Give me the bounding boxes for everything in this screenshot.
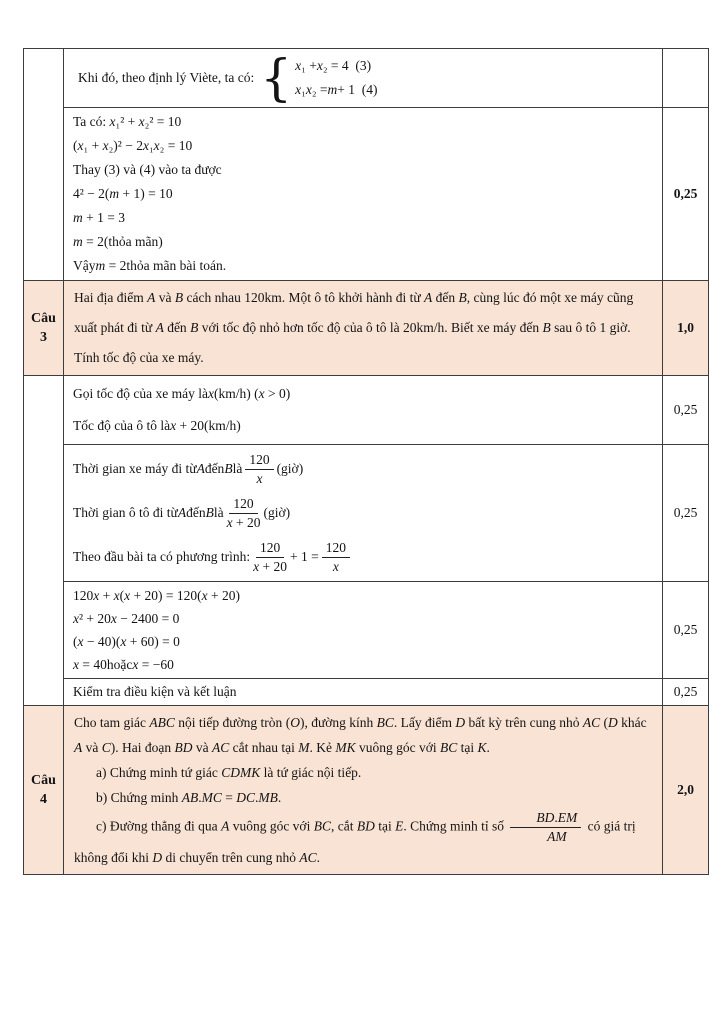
content-line — [73, 254, 656, 278]
text-run: Tốc độ của ô tô là — [73, 418, 171, 433]
text-run: (thỏa mãn) — [103, 234, 163, 249]
content-line — [73, 134, 656, 158]
answer-content-cell — [64, 679, 663, 706]
answer-content-cell — [64, 281, 663, 376]
answer-content-cell — [64, 108, 663, 281]
content-line — [73, 182, 656, 206]
table-row-solve-for-m — [24, 108, 709, 281]
text-run: . Chứng minh tỉ số — [403, 818, 508, 834]
math-expression: BC — [313, 818, 331, 834]
table-row-call-speeds — [24, 376, 709, 445]
math-expression: B — [224, 461, 233, 476]
math-expression: (x > 0) — [254, 386, 291, 401]
content-line — [73, 206, 656, 230]
answer-content-cell — [64, 376, 663, 445]
question-number-line: 3 — [40, 330, 47, 345]
text-run: ( — [600, 715, 609, 730]
text-run: đến — [204, 461, 225, 476]
question-number-line: Câu — [31, 311, 56, 326]
math-expression: m + 1 = 3 — [73, 210, 125, 225]
text-run: . — [486, 740, 490, 755]
text-run: đến — [186, 505, 206, 520]
fraction: $\frac{120}{x}$ — [245, 452, 273, 487]
content-line — [78, 49, 656, 107]
math-expression: A — [74, 740, 83, 755]
score-cell: 1,0 — [663, 281, 709, 376]
math-expression: D — [152, 850, 163, 865]
math-expression: A — [424, 290, 433, 305]
content-line — [73, 681, 656, 703]
math-expression: CDMK — [221, 765, 261, 780]
math-expression: AB.MC = DC.MB — [181, 790, 278, 805]
math-expression: D — [608, 715, 618, 730]
text-run: ). Hai đoạn — [110, 740, 175, 755]
content-line — [74, 810, 656, 870]
text-run: cắt nhau tại — [229, 740, 299, 755]
text-run: Thay (3) và (4) vào ta được — [73, 162, 222, 177]
table-row-cau4-question — [24, 706, 709, 875]
text-run: vuông góc với — [355, 740, 441, 755]
math-expression: B — [458, 290, 467, 305]
text-run: cách nhau 120km. Một ô tô khởi hành đi từ — [183, 290, 425, 305]
brace-glyph: { — [260, 49, 293, 107]
content-lines — [73, 378, 656, 442]
math-expression: AC — [299, 850, 317, 865]
math-expression: x₁² + x₂² = 10 — [109, 114, 182, 129]
text-run: Thời gian xe máy đi từ — [73, 461, 197, 476]
score-cell — [663, 49, 709, 108]
question-number-line: 4 — [40, 792, 47, 807]
system-equation-line: x ₁ x ₂ = m + 1 (4) — [295, 82, 378, 97]
math-expression: 4² − 2(m + 1) = 10 — [73, 186, 173, 201]
text-run: có giá trị không đổi khi — [74, 818, 636, 865]
empty-label-cell — [24, 376, 64, 706]
math-expression: A — [147, 290, 156, 305]
math-expression: BC — [376, 715, 394, 730]
math-expression: E — [395, 818, 404, 834]
fraction: $\frac{120}{x + 20}$ — [226, 495, 261, 530]
math-expression: BD — [356, 818, 375, 834]
text-run: Theo đầu bài ta có phương trình: — [73, 549, 251, 564]
text-run: đến — [432, 290, 459, 305]
score-cell: 0,25 — [663, 582, 709, 679]
text-run: (km/h) — [213, 386, 255, 401]
content-lines — [74, 283, 656, 373]
content-line — [73, 535, 656, 579]
text-run: với tốc độ nhỏ hơn tốc độ của ô tô là 20km/h. Biết xe máy đến — [198, 320, 543, 335]
text-run: vuông góc với — [229, 818, 314, 834]
text-run: . — [316, 850, 320, 865]
text-run: Gọi tốc độ của xe máy là — [73, 386, 208, 401]
question-number-cell — [24, 706, 64, 875]
text-run: , cắt — [330, 818, 357, 834]
text-run: và — [82, 740, 102, 755]
content-lines — [73, 584, 656, 676]
math-expression: AC — [212, 740, 230, 755]
math-expression: ABC — [149, 715, 175, 730]
answer-table — [23, 48, 709, 875]
fraction: $\frac{120}{x + 20}$ — [253, 539, 288, 574]
text-run: là — [232, 461, 243, 476]
score-cell: 0,25 — [663, 376, 709, 445]
equation-system — [260, 49, 378, 107]
table-row-cau3-question — [24, 281, 709, 376]
content-lines — [78, 49, 656, 107]
content-line — [74, 760, 656, 785]
content-line — [73, 410, 656, 442]
table-row-viete-system — [24, 49, 709, 108]
text-run: tại — [374, 818, 396, 834]
content-line — [73, 378, 656, 410]
math-expression: B — [190, 320, 199, 335]
math-expression: A — [177, 505, 187, 520]
answer-content-cell — [64, 582, 663, 679]
text-run: nội tiếp đường tròn — [174, 715, 286, 730]
text-run: thỏa mãn bài toán. — [126, 258, 227, 273]
text-run: Ta có: — [73, 114, 110, 129]
math-expression: BC — [440, 740, 458, 755]
text-run: Kiểm tra điều kiện và kết luận — [73, 684, 237, 699]
math-expression: C — [101, 740, 111, 755]
math-expression: A — [221, 818, 230, 834]
content-line — [73, 110, 656, 134]
math-expression: M — [298, 740, 310, 755]
text-run: , cùng lúc đó một xe máy cũng xuất phát đi từ — [74, 290, 634, 335]
text-run: Vậy — [73, 258, 96, 273]
math-expression: (x − 40)(x + 60) = 0 — [73, 633, 180, 649]
content-line — [74, 283, 656, 373]
math-expression: K — [477, 740, 487, 755]
math-expression: 120x + x(x + 20) = 120(x + 20) — [73, 587, 240, 603]
fraction: $\frac{BD.EM}{AM}$ — [510, 810, 581, 845]
content-line — [73, 230, 656, 254]
question-number-line: Câu — [31, 773, 56, 788]
question-number-cell — [24, 281, 64, 376]
score-cell: 2,0 — [663, 706, 709, 875]
text-run: khác — [617, 715, 647, 730]
text-run: b) Chứng minh — [96, 790, 182, 805]
math-expression: x — [207, 386, 214, 401]
math-expression: B — [174, 290, 184, 305]
text-run: là tứ giác nội tiếp. — [260, 765, 362, 780]
answer-content-cell — [64, 445, 663, 582]
content-line — [74, 785, 656, 810]
text-run: tại — [457, 740, 478, 755]
empty-label-cell — [24, 49, 64, 281]
text-run: và — [192, 740, 212, 755]
table-row-check-conclusion — [24, 679, 709, 706]
answer-content-cell — [64, 706, 663, 875]
text-run: là — [213, 505, 224, 520]
math-expression: MK — [335, 740, 356, 755]
math-expression: AC — [582, 715, 601, 730]
fraction: $\frac{120}{x}$ — [322, 540, 350, 575]
content-lines — [73, 110, 656, 278]
math-expression: + 1 = — [290, 549, 319, 564]
text-run: (giờ) — [276, 461, 304, 476]
content-line — [73, 653, 656, 676]
answer-table-body — [24, 49, 709, 875]
score-cell: 0,25 — [663, 108, 709, 281]
math-expression: x² + 20x − 2400 = 0 — [73, 610, 180, 626]
content-line — [73, 630, 656, 653]
content-line — [73, 447, 656, 491]
content-lines — [74, 710, 656, 870]
text-run: bất kỳ trên cung nhỏ — [465, 715, 583, 730]
text-run: a) Chứng minh tứ giác — [96, 765, 222, 780]
answer-content-cell — [64, 49, 663, 108]
math-expression: (O) — [285, 715, 305, 730]
table-row-solve-quadratic — [24, 582, 709, 679]
text-run: c) Đường thẳng đi qua — [96, 818, 222, 834]
score-cell: 0,25 — [663, 679, 709, 706]
text-run: Thời gian ô tô đi từ — [73, 505, 178, 520]
math-expression: BD — [174, 740, 193, 755]
math-expression: x + 20 — [170, 418, 204, 433]
content-lines — [73, 447, 656, 579]
math-expression: m = 2 — [73, 234, 104, 249]
text-run: hoặc — [106, 656, 133, 672]
math-expression: A — [196, 461, 205, 476]
text-run: Khi đó, theo định lý Viète, ta có: — [78, 70, 255, 85]
text-run: (km/h) — [203, 418, 241, 433]
content-line — [73, 491, 656, 535]
text-run: . Kẻ — [309, 740, 336, 755]
text-run: . Lấy điểm — [393, 715, 456, 730]
math-expression: (x₁ + x₂)² − 2x₁x₂ = 10 — [73, 138, 193, 153]
math-expression: x = 40 — [73, 656, 107, 672]
score-cell: 0,25 — [663, 445, 709, 582]
content-line — [74, 710, 656, 760]
content-lines — [73, 681, 656, 703]
text-run: Hai địa điểm — [74, 290, 148, 305]
text-run: di chuyển trên cung nhỏ — [162, 850, 300, 865]
math-expression: x = −60 — [132, 656, 174, 672]
text-run: đến — [163, 320, 191, 335]
text-run: Cho tam giác — [74, 715, 150, 730]
math-expression: B — [205, 505, 214, 520]
text-run: (giờ) — [263, 505, 291, 520]
table-row-time-equation — [24, 445, 709, 582]
math-expression: B — [542, 320, 551, 335]
math-expression: D — [455, 715, 466, 730]
content-line — [73, 607, 656, 630]
content-line — [73, 158, 656, 182]
math-expression: A — [155, 320, 164, 335]
text-run: , đường kính — [304, 715, 377, 730]
text-run: . — [277, 790, 282, 805]
system-equation-line: x ₁ + x ₂ = 4 (3) — [295, 58, 372, 73]
text-run: sau ô tô 1 giờ. Tính tốc độ của xe máy. — [74, 320, 631, 365]
math-expression: m = 2 — [95, 258, 127, 273]
text-run: và — [155, 290, 175, 305]
content-line — [73, 584, 656, 607]
